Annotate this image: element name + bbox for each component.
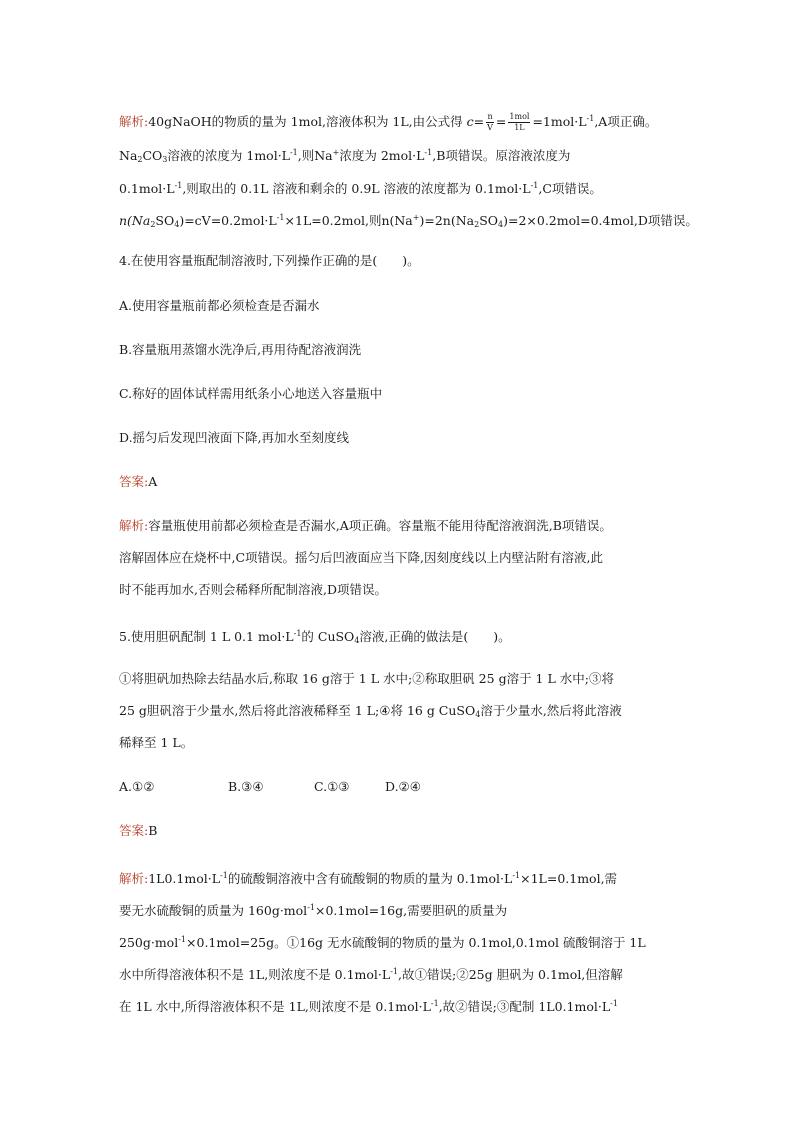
q5-analysis-line-3: 250g·mol$^{-1}$×0.1mol=25g。①16g 无水硫酸铜的物质的量为 0.1mol,0.1mol 硫酸铜溶于 1L: [119, 935, 646, 950]
q4-option-c: C.称好的固体试样需用纸条小心地送入容量瓶中: [119, 386, 383, 401]
q5-option-b: B.③④: [228, 779, 264, 794]
q4-analysis-line-1: 解析:容量瓶使用前都必须检查是否漏水,A项正确。容量瓶不能用待配溶液润洗,B项错误。: [119, 518, 612, 533]
q4-analysis-line-2: 溶解固体应在烧杯中,C项错误。摇匀后凹液面应当下降,因刻度线以上内壁沾附有溶液,此: [119, 550, 603, 565]
analysis-label: 解析:: [119, 871, 149, 886]
answer-label: 答案:: [119, 823, 149, 838]
q4-answer: [119, 465, 679, 498]
q5-answer: [119, 814, 679, 847]
q4-answer-value: A: [148, 474, 158, 489]
q3-analysis-line-3: $0.1mol\cdot L^{-1}$,则取出的 0.1L 溶液和剩余的 0.9L 溶液的浓度都为 $0.1mol\cdot L^{-1},C$项错误。: [119, 181, 602, 196]
q5-analysis-line-2: 要无水硫酸铜的质量为 160g·mol$^{-1}$×0.1mol=16g,需要胆矾的质量为: [119, 903, 508, 918]
q4-stem: 4.在使用容量瓶配制溶液时,下列操作正确的是( )。: [119, 253, 420, 268]
q5-option-d: D.②④: [385, 779, 421, 794]
analysis-label: 解析:: [119, 114, 149, 129]
q5-option-a: A.①②: [119, 779, 155, 794]
q4-option-b: B.容量瓶用蒸馏水洗净后,再用待配溶液润洗: [119, 342, 362, 357]
q5-description-line-2: 25 g胆矾溶于少量水,然后将此溶液稀释至 1 L;④将 16 g CuSO$_4$溶于少量水,然后将此溶液: [119, 703, 622, 719]
q5-description-line-3: 稀释至 1 L。: [119, 735, 194, 750]
analysis-label: 解析:: [119, 518, 149, 533]
q5-answer-value: B: [148, 823, 158, 838]
q4-option-d: D.摇匀后发现凹液面下降,再加水至刻度线: [119, 430, 350, 445]
q5-analysis-line-4: 水中所得溶液体积不是 1L,则浓度不是 $0.1mol\cdot L^{-1}$,故①错误;②25g 胆矾为 0.1mol,但溶解: [119, 967, 623, 982]
q3-analysis-line-1: 解析:40gNaOH的物质的量为 1mol,溶液体积为 1L,由公式得 c= $\frac{n}{V}$ = $\frac{\text{1mol}}{1L}$ $=1mol\cdot L^{-1},A$项正确。: [119, 112, 658, 132]
q4-option-a: A.使用容量瓶前都必须检查是否漏水: [119, 298, 320, 313]
q5-stem: 5.使用胆矾配制 1 L 0.1 $mol\cdot L^{-1}$的 CuSO$_4$溶液,正确的做法是( )。: [119, 629, 511, 645]
fraction-n-over-v: $\frac{n}{V}$: [487, 112, 493, 132]
q4-analysis-line-3: 时不能再加水,否则会稀释所配制溶液,D项错误。: [119, 582, 387, 597]
q5-description-line-1: ①将胆矾加热除去结晶水后,称取 16 g溶于 1 L 水中;②称取胆矾 25 g溶于 1 L 水中;③将: [119, 671, 614, 686]
q3-analysis-line-4: $n(Na_2SO_4)=cV=0.2mol\cdot L^{-1}\times 1L=0.2mol$,则$n(Na^+)=2n(Na_2SO_4)=2\times 0.2mol=0.4mol,D$项错误。: [119, 213, 698, 229]
answer-label: 答案:: [119, 474, 149, 489]
q5-analysis-line-5: 在 1L 水中,所得溶液体积不是 1L,则浓度不是 $0.1mol\cdot L^{-1}$,故②错误;③配制 $1L0.1mol\cdot L^{-1}$: [119, 999, 618, 1014]
fraction-1mol-over-1l: $\frac{\text{1mol}}{1L}$: [509, 112, 530, 132]
q5-analysis-line-1: 解析$:1L0.1mol\cdot L^{-1}$的硫酸铜溶液中含有硫酸铜的物质的量为 $0.1mol\cdot L^{-1}\times 1L=0.1mol$,需: [119, 871, 618, 886]
q3-analysis-line-2: $Na_2CO_3$溶液的浓度为 $1mol\cdot L^{-1}$,则Na+浓度为 $2mol\cdot L^{-1},B$项错误。原溶液浓度为: [119, 148, 571, 164]
q5-option-c: C.①③: [314, 779, 350, 794]
